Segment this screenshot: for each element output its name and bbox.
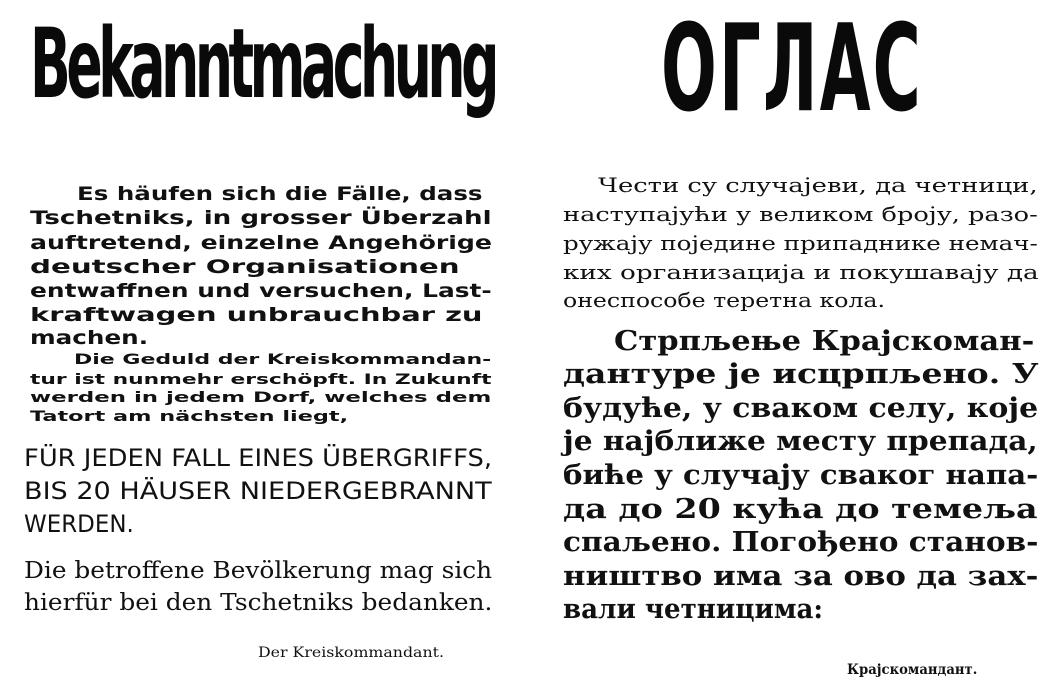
serbian-block1-line: ружају поједине припаднике немач- (563, 231, 1038, 255)
german-block4-line: Die betroffene Bevölkerung mag sich (24, 558, 493, 584)
german-block3-line: WERDEN. (24, 510, 134, 538)
serbian-block2-line: да до 20 кућа до темеља (563, 494, 1038, 525)
serbian-block2-line: дантуре је исцрпљено. У (563, 359, 1039, 390)
german-notice (0, 0, 531, 699)
serbian-signature-line: Крајскомандант. (847, 662, 978, 678)
german-block1-line: machen. (30, 327, 149, 349)
serbian-notice (531, 0, 1063, 699)
german-block1-line: Es häufen sich die Fälle, dass (77, 183, 483, 205)
serbian-title: ОГЛАС (661, 0, 924, 139)
german-block4-line: hierfür bei den Tschetniks bedanken. (24, 590, 493, 616)
german-block2-line: tur ist nunmehr erschöpft. In Zukunft (30, 372, 492, 388)
serbian-block2-line: спаљено. Погођено станов- (563, 527, 1039, 558)
german-signature-line: Der Kreiskommandant. (258, 645, 444, 661)
serbian-block1-line: наступајући у великом броју, разо- (563, 202, 1038, 226)
german-block3-line: FÜR JEDEN FALL EINES ÜBERGRIFFS, (24, 444, 493, 472)
german-block1-line: deutscher Organisationen (30, 256, 460, 278)
german-block1-line: kraftwagen unbrauchbar zu (30, 304, 483, 326)
serbian-block2-line: будуће, у сваком селу, које (563, 393, 1039, 424)
serbian-block2-line: биће у случају сваког напа- (563, 460, 1039, 491)
serbian-block2-line: Стрпљење Крајскоман- (614, 326, 1035, 357)
german-block1-line: entwaffnen und versuchen, Last- (30, 280, 492, 302)
serbian-block2-line: је најближе месту препада, (563, 426, 1038, 457)
german-block2-line: Tatort am nächsten liegt, (30, 409, 349, 425)
german-block3-line: BIS 20 HÄUSER NIEDERGEBRANNT (24, 477, 492, 505)
serbian-block2-line: ништво има за ово да зах- (563, 561, 1039, 592)
serbian-block2-line: вали четницима: (563, 594, 824, 625)
serbian-block1-line: ких организација и покушавају да (563, 260, 1039, 284)
german-block2-line: werden in jedem Dorf, welches dem (30, 390, 492, 406)
german-block2-line: Die Geduld der Kreiskommandan- (74, 352, 492, 368)
german-title: Bekanntmachung (30, 8, 495, 120)
german-block1-line: auftretend, einzelne Angehörige (30, 232, 492, 254)
serbian-block1-line: Чести су случајеви, да четници, (598, 173, 1038, 197)
german-block1-line: Tschetniks, in grosser Überzahl (30, 207, 492, 229)
serbian-block1-line: онеспособе теретна кола. (563, 288, 885, 312)
